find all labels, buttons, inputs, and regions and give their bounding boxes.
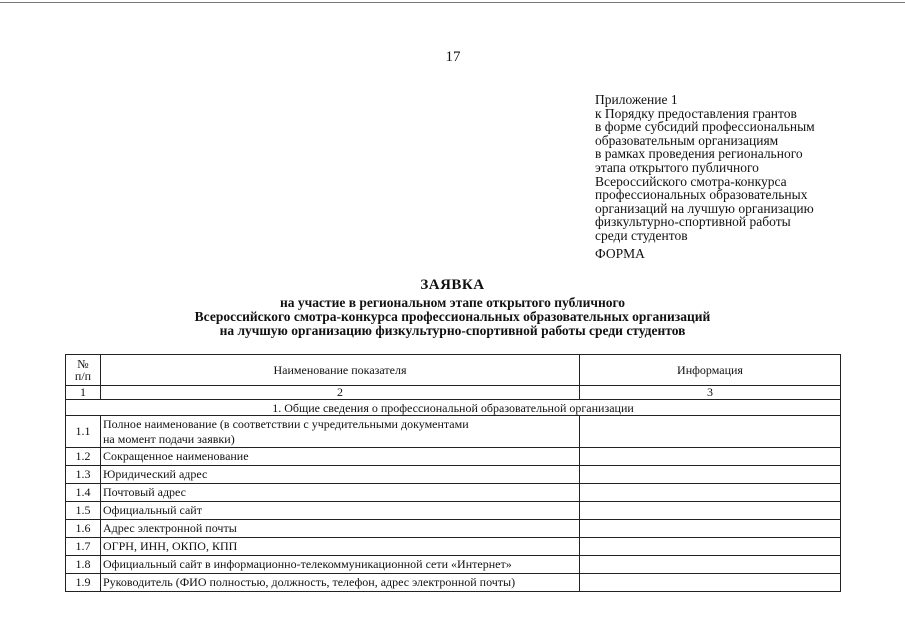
- application-table: [65, 354, 841, 592]
- appendix-line: Всероссийского смотра-конкурса: [595, 173, 787, 189]
- row-number: 1.2: [66, 448, 101, 466]
- row-number: 1.9: [66, 574, 101, 592]
- subtitle-line: на лучшую организацию физкультурно-спортивной работы среди студентов: [219, 323, 686, 338]
- appendix-line: профессиональных образовательных: [595, 187, 808, 203]
- table-row: [66, 538, 841, 556]
- appendix-line: к Порядку предоставления грантов: [595, 105, 797, 121]
- row-info-cell[interactable]: [580, 520, 841, 538]
- row-info-cell[interactable]: [580, 556, 841, 574]
- header-num-label: п/п: [74, 369, 92, 383]
- header-num-symbol: №: [77, 357, 89, 371]
- row-name: Официальный сайт: [101, 502, 580, 520]
- row-number: 1.4: [66, 484, 101, 502]
- row-info-cell[interactable]: [580, 538, 841, 556]
- header-info: Информация: [580, 355, 841, 386]
- appendix-block: [595, 93, 895, 243]
- table-row: [66, 448, 841, 466]
- row-name: Руководитель (ФИО полностью, должность, телефон, адрес электронной почты): [101, 574, 580, 592]
- column-number-row: [66, 386, 841, 400]
- row-number: 1.3: [66, 466, 101, 484]
- row-name: Почтовый адрес: [101, 484, 580, 502]
- row-number: 1.1: [66, 416, 101, 448]
- scan-border-line: [0, 2, 905, 3]
- row-number: 1.6: [66, 520, 101, 538]
- form-label: ФОРМА: [595, 246, 645, 261]
- header-num: [66, 355, 101, 386]
- subtitle-line: на участие в региональном этапе открытого публичного: [279, 295, 626, 310]
- table-row: [66, 416, 841, 448]
- header-name: Наименование показателя: [101, 355, 580, 386]
- row-info-cell[interactable]: [580, 502, 841, 520]
- appendix-line: организаций на лучшую организацию: [595, 200, 814, 216]
- row-number: 1.7: [66, 538, 101, 556]
- table-row: [66, 502, 841, 520]
- row-number: 1.8: [66, 556, 101, 574]
- appendix-line: в рамках проведения регионального: [595, 146, 803, 162]
- table-header-row: [66, 355, 841, 386]
- column-number: 3: [580, 386, 841, 400]
- row-name: Официальный сайт в информационно-телекоммуникационной сети «Интернет»: [101, 556, 580, 574]
- page-number: 17: [445, 49, 461, 65]
- row-info-cell[interactable]: [580, 574, 841, 592]
- appendix-line: физкультурно-спортивной работы: [595, 214, 791, 230]
- row-name: ОГРН, ИНН, ОКПО, КПП: [101, 538, 580, 556]
- document-subtitle: [0, 296, 905, 338]
- appendix-line: этапа открытого публичного: [595, 159, 759, 175]
- row-info-cell[interactable]: [580, 466, 841, 484]
- appendix-line: образовательным организациям: [595, 132, 779, 148]
- row-name-line: на момент подачи заявки): [103, 431, 235, 446]
- row-info-cell[interactable]: [580, 448, 841, 466]
- row-number: 1.5: [66, 502, 101, 520]
- appendix-line: Приложение 1: [595, 92, 678, 107]
- section-title: 1. Общие сведения о профессиональной образовательной организации: [66, 400, 841, 416]
- subtitle-line: Всероссийского смотра-конкурса профессиональных образовательных организаций: [194, 309, 711, 324]
- column-number: 2: [101, 386, 580, 400]
- table-row: [66, 466, 841, 484]
- column-number: 1: [66, 386, 101, 400]
- row-info-cell[interactable]: [580, 416, 841, 448]
- appendix-line: среди студентов: [595, 227, 688, 243]
- appendix-line: в форме субсидий профессиональным: [595, 119, 815, 135]
- section-row: [66, 400, 841, 416]
- table-row: [66, 484, 841, 502]
- document-title: ЗАЯВКА: [420, 277, 485, 293]
- row-name-line: Полное наименование (в соответствии с учредительными документами: [103, 416, 469, 431]
- row-name: Юридический адрес: [101, 466, 580, 484]
- table-row: [66, 520, 841, 538]
- row-name: [101, 416, 580, 448]
- row-name: Сокращенное наименование: [101, 448, 580, 466]
- row-info-cell[interactable]: [580, 484, 841, 502]
- table-row: [66, 574, 841, 592]
- table-row: [66, 556, 841, 574]
- row-name: Адрес электронной почты: [101, 520, 580, 538]
